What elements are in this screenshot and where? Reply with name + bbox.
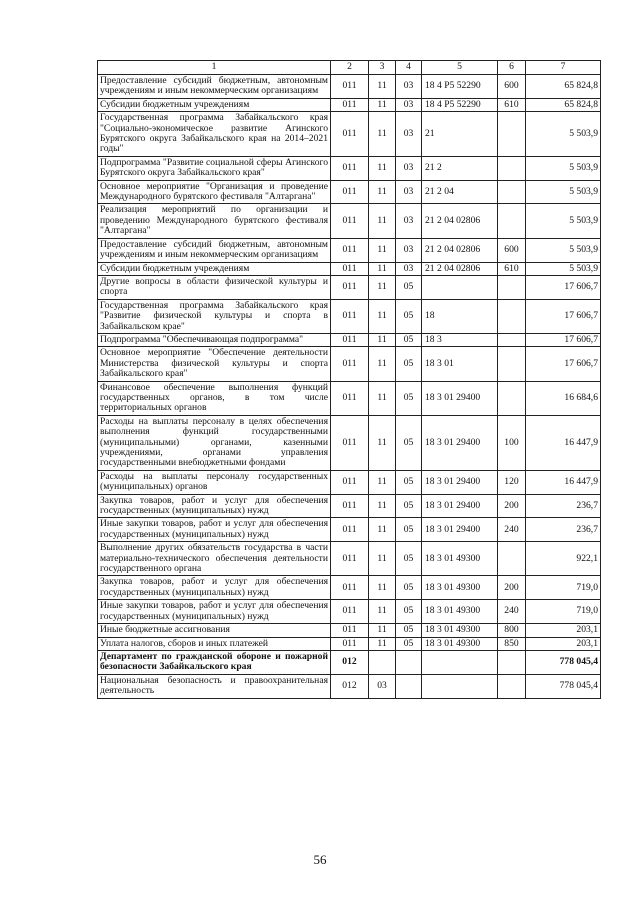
amount: 5 503,9 [526,204,601,238]
item-name: Национальная безопасность и правоохранительная деятельность [98,674,331,698]
table-row [98,347,601,381]
subsection-code: 05 [396,347,422,381]
table-row [98,156,601,180]
target-article-code [422,674,498,698]
table-row [98,238,601,262]
subsection-code: 03 [396,180,422,204]
expense-type-code: 100 [498,415,526,470]
section-code: 11 [369,518,396,542]
grbs-code: 011 [331,624,369,637]
amount: 236,7 [526,494,601,518]
subsection-code: 05 [396,637,422,650]
subsection-code: 05 [396,542,422,576]
item-name: Субсидии бюджетным учреждениям [98,262,331,275]
target-article-code: 18 3 01 [422,347,498,381]
item-name: Закупка товаров, работ и услуг для обеспечения государственных (муниципальных) нужд [98,494,331,518]
subsection-code: 03 [396,112,422,157]
target-article-code: 18 3 01 49300 [422,600,498,624]
amount: 16 447,9 [526,470,601,494]
target-article-code [422,275,498,299]
target-article-code: 18 3 01 29400 [422,415,498,470]
target-article-code: 18 [422,299,498,333]
grbs-code: 011 [331,494,369,518]
target-article-code: 18 3 01 49300 [422,542,498,576]
column-header: 4 [396,61,422,75]
target-article-code: 21 2 04 02806 [422,238,498,262]
section-code: 11 [369,204,396,238]
table-row [98,112,601,157]
expense-type-code [498,542,526,576]
table-row [98,180,601,204]
table-row [98,98,601,111]
grbs-code: 011 [331,98,369,111]
expense-type-code: 200 [498,576,526,600]
table-row [98,576,601,600]
expense-type-code: 240 [498,600,526,624]
expense-type-code [498,650,526,674]
expense-type-code: 800 [498,624,526,637]
subsection-code: 03 [396,156,422,180]
amount: 17 606,7 [526,347,601,381]
table-header-row [98,61,601,75]
expense-type-code [498,204,526,238]
section-code: 11 [369,470,396,494]
section-code: 11 [369,112,396,157]
grbs-code: 011 [331,299,369,333]
subsection-code: 05 [396,275,422,299]
table-row [98,542,601,576]
grbs-code: 011 [331,204,369,238]
subsection-code [396,674,422,698]
section-code: 11 [369,333,396,346]
section-code: 11 [369,624,396,637]
section-code [369,650,396,674]
item-name: Другие вопросы в области физической культуры и спорта [98,275,331,299]
grbs-code: 011 [331,637,369,650]
item-name: Государственная программа Забайкальского края "Развитие физической культуры и спорта в Забайкальском крае" [98,299,331,333]
item-name: Подпрограмма "Развитие социальной сферы Агинского Бурятского округа Забайкальского края" [98,156,331,180]
subsection-code: 05 [396,381,422,415]
section-code: 11 [369,637,396,650]
expense-type-code: 120 [498,470,526,494]
table-row [98,381,601,415]
expense-type-code: 610 [498,98,526,111]
table-body [98,75,601,699]
amount: 16 684,6 [526,381,601,415]
target-article-code: 18 3 01 49300 [422,624,498,637]
section-code: 11 [369,299,396,333]
table-row [98,262,601,275]
amount: 236,7 [526,518,601,542]
table-row [98,275,601,299]
target-article-code: 21 2 04 [422,180,498,204]
subsection-code: 03 [396,75,422,99]
table-row [98,624,601,637]
expense-type-code: 240 [498,518,526,542]
amount: 778 045,4 [526,650,601,674]
table-row [98,204,601,238]
grbs-code: 011 [331,576,369,600]
amount: 203,1 [526,637,601,650]
item-name: Основное мероприятие "Обеспечение деятельности Министерства физической культуры и спорта Забайкальского края" [98,347,331,381]
section-code: 11 [369,381,396,415]
amount: 5 503,9 [526,112,601,157]
section-code: 11 [369,600,396,624]
budget-table [97,60,601,699]
grbs-code: 011 [331,600,369,624]
item-name: Департамент по гражданской обороне и пожарной безопасности Забайкальского края [98,650,331,674]
section-code: 11 [369,262,396,275]
amount: 719,0 [526,600,601,624]
item-name: Расходы на выплаты персоналу в целях обеспечения выполнения функций государственными (муниципальными) органами, казенными учреждениями, органами управления государственными внебюджетными фондами [98,415,331,470]
column-header: 3 [369,61,396,75]
table-row [98,75,601,99]
section-code: 11 [369,238,396,262]
subsection-code: 05 [396,518,422,542]
target-article-code: 18 3 01 29400 [422,518,498,542]
target-article-code: 21 [422,112,498,157]
amount: 778 045,4 [526,674,601,698]
subsection-code [396,650,422,674]
subsection-code: 05 [396,333,422,346]
subsection-code: 03 [396,204,422,238]
grbs-code: 011 [331,275,369,299]
column-header: 5 [422,61,498,75]
grbs-code: 011 [331,262,369,275]
expense-type-code [498,299,526,333]
subsection-code: 05 [396,494,422,518]
expense-type-code: 850 [498,637,526,650]
item-name: Финансовое обеспечение выполнения функций государственных органов, в том числе территориальных органов [98,381,331,415]
amount: 5 503,9 [526,180,601,204]
item-name: Субсидии бюджетным учреждениям [98,98,331,111]
expense-type-code [498,275,526,299]
section-code: 11 [369,275,396,299]
amount: 17 606,7 [526,333,601,346]
amount: 17 606,7 [526,299,601,333]
item-name: Государственная программа Забайкальского края "Социально-экономическое развитие Агинского Бурятского округа Забайкальского края на 2014–2021 годы" [98,112,331,157]
target-article-code: 21 2 04 02806 [422,262,498,275]
amount: 65 824,8 [526,98,601,111]
target-article-code: 18 3 01 29400 [422,494,498,518]
expense-type-code [498,347,526,381]
table-row [98,299,601,333]
grbs-code: 011 [331,180,369,204]
table-row [98,518,601,542]
item-name: Иные закупки товаров, работ и услуг для обеспечения государственных (муниципальных) нужд [98,518,331,542]
table-row [98,494,601,518]
grbs-code: 011 [331,381,369,415]
section-code: 11 [369,98,396,111]
column-header: 7 [526,61,601,75]
item-name: Уплата налогов, сборов и иных платежей [98,637,331,650]
amount: 5 503,9 [526,262,601,275]
section-code: 11 [369,347,396,381]
section-code: 11 [369,415,396,470]
expense-type-code: 600 [498,238,526,262]
grbs-code: 012 [331,650,369,674]
table-row [98,674,601,698]
item-name: Предоставление субсидий бюджетным, автономным учреждениям и иным некоммерческим организациям [98,238,331,262]
page-number: 56 [313,852,327,867]
grbs-code: 011 [331,238,369,262]
grbs-code: 012 [331,674,369,698]
section-code: 11 [369,494,396,518]
expense-type-code [498,381,526,415]
section-code: 11 [369,576,396,600]
grbs-code: 011 [331,347,369,381]
amount: 5 503,9 [526,238,601,262]
subsection-code: 05 [396,624,422,637]
expense-type-code [498,674,526,698]
grbs-code: 011 [331,112,369,157]
section-code: 11 [369,542,396,576]
table-row [98,415,601,470]
item-name: Основное мероприятие "Организация и проведение Международного бурятского фестиваля "Алтаргана" [98,180,331,204]
table-row [98,637,601,650]
section-code: 11 [369,180,396,204]
grbs-code: 011 [331,518,369,542]
table-row [98,600,601,624]
target-article-code: 21 2 [422,156,498,180]
grbs-code: 011 [331,542,369,576]
subsection-code: 05 [396,470,422,494]
expense-type-code: 610 [498,262,526,275]
expense-type-code [498,333,526,346]
amount: 17 606,7 [526,275,601,299]
item-name: Предоставление субсидий бюджетным, автономным учреждениям и иным некоммерческим организациям [98,75,331,99]
amount: 719,0 [526,576,601,600]
subsection-code: 03 [396,238,422,262]
target-article-code: 18 3 01 29400 [422,381,498,415]
section-code: 11 [369,156,396,180]
target-article-code: 18 4 P5 52290 [422,98,498,111]
expense-type-code [498,112,526,157]
column-header: 6 [498,61,526,75]
table-row [98,650,601,674]
column-header: 1 [98,61,331,75]
amount: 203,1 [526,624,601,637]
item-name: Иные бюджетные ассигнования [98,624,331,637]
subsection-code: 05 [396,415,422,470]
item-name: Закупка товаров, работ и услуг для обеспечения государственных (муниципальных) нужд [98,576,331,600]
item-name: Расходы на выплаты персоналу государственных (муниципальных) органов [98,470,331,494]
target-article-code: 21 2 04 02806 [422,204,498,238]
subsection-code: 03 [396,262,422,275]
grbs-code: 011 [331,156,369,180]
target-article-code: 18 3 01 29400 [422,470,498,494]
table-row [98,333,601,346]
amount: 5 503,9 [526,156,601,180]
expense-type-code: 600 [498,75,526,99]
grbs-code: 011 [331,470,369,494]
amount: 922,1 [526,542,601,576]
target-article-code: 18 3 01 49300 [422,637,498,650]
amount: 16 447,9 [526,415,601,470]
item-name: Подпрограмма "Обеспечивающая подпрограмма" [98,333,331,346]
item-name: Иные закупки товаров, работ и услуг для обеспечения государственных (муниципальных) нужд [98,600,331,624]
item-name: Выполнение других обязательств государства в части материально-технического обеспечения деятельности государственного органа [98,542,331,576]
subsection-code: 03 [396,98,422,111]
table-row [98,470,601,494]
subsection-code: 05 [396,576,422,600]
item-name: Реализация мероприятий по организации и проведению Международного бурятского фестиваля "Алтаргана" [98,204,331,238]
grbs-code: 011 [331,75,369,99]
section-code: 11 [369,75,396,99]
subsection-code: 05 [396,600,422,624]
target-article-code: 18 3 01 49300 [422,576,498,600]
expense-type-code [498,156,526,180]
grbs-code: 011 [331,415,369,470]
expense-type-code: 200 [498,494,526,518]
amount: 65 824,8 [526,75,601,99]
target-article-code: 18 4 P5 52290 [422,75,498,99]
target-article-code: 18 3 [422,333,498,346]
expense-type-code [498,180,526,204]
grbs-code: 011 [331,333,369,346]
section-code: 03 [369,674,396,698]
subsection-code: 05 [396,299,422,333]
column-header: 2 [331,61,369,75]
target-article-code [422,650,498,674]
